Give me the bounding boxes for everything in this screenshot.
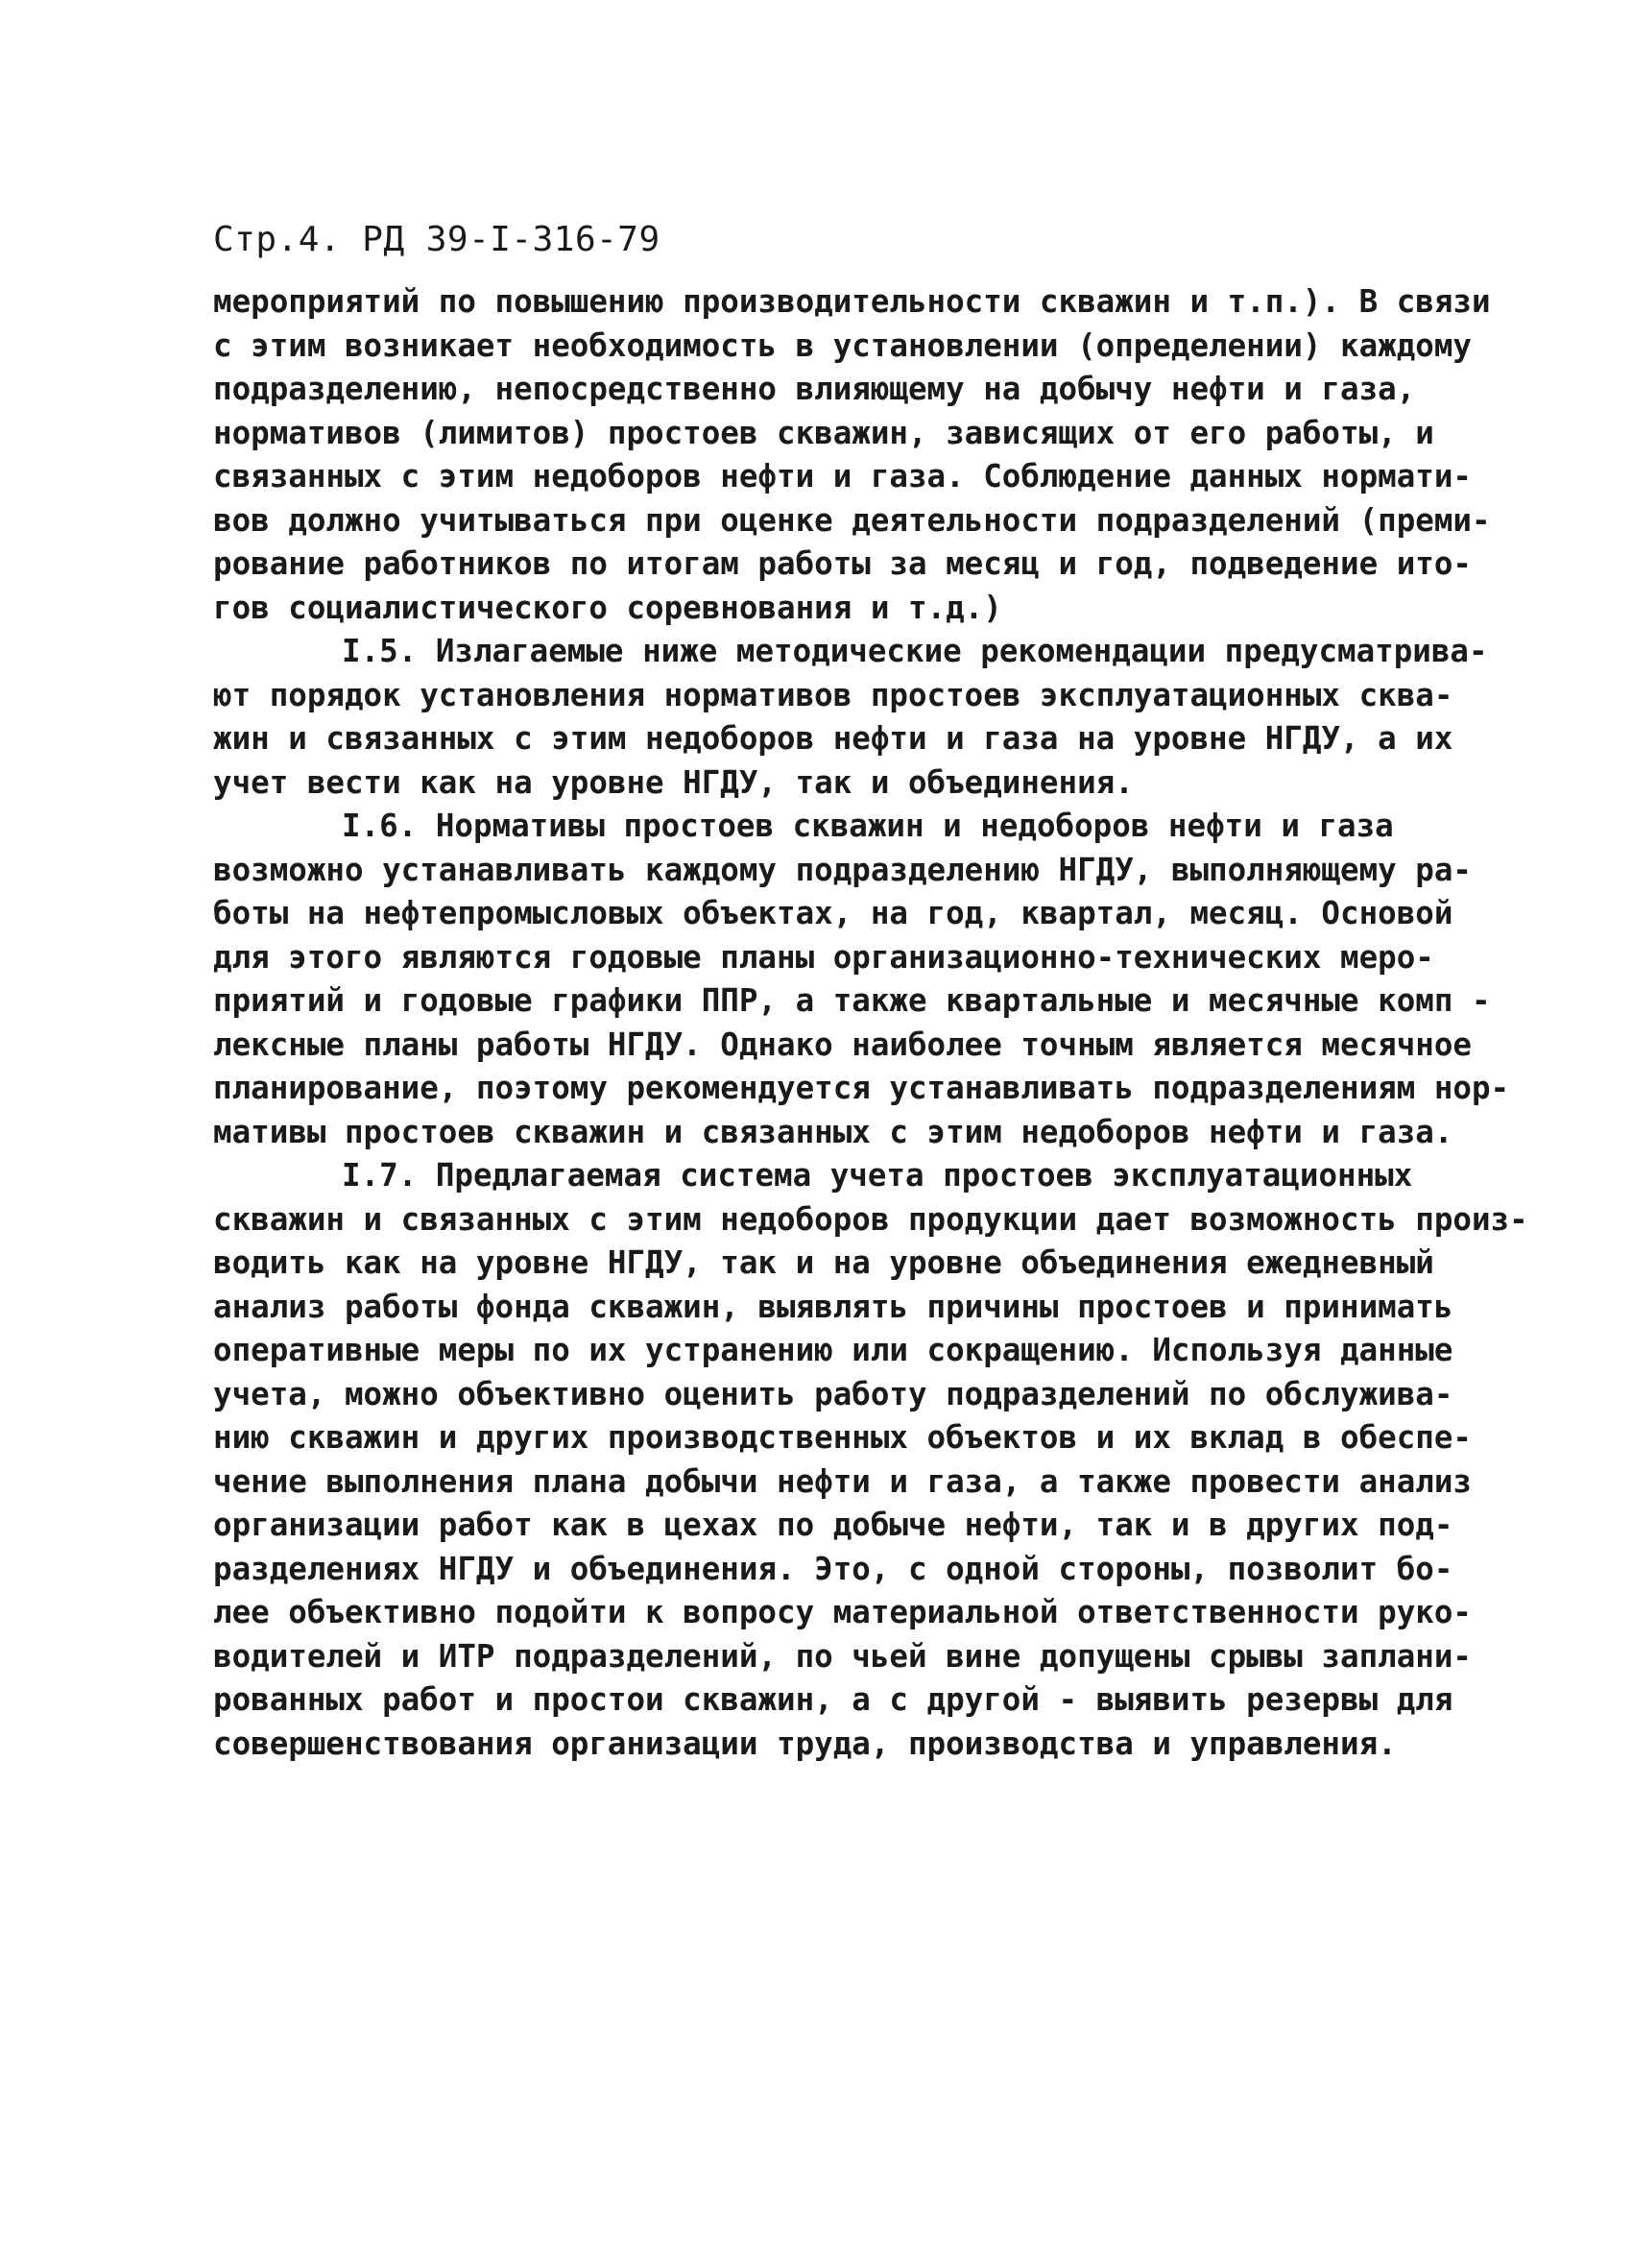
text-line: приятий и годовые графики ППР, а также квартальные и месячные комп -	[213, 982, 1491, 1019]
text-line: учета, можно объективно оценить работу подразделений по обслужива-	[213, 1375, 1453, 1412]
text-line: мероприятий по повышению производительности скважин и т.п.). В связи	[213, 283, 1491, 320]
text-line: вов должно учитываться при оценке деятельности подразделений (преми-	[213, 501, 1491, 539]
text-line: совершенствования организации труда, производства и управления.	[213, 1725, 1397, 1762]
text-line: подразделению, непосредственно влияющему на добычу нефти и газа,	[213, 371, 1416, 407]
text-line: анализ работы фонда скважин, выявлять причины простоев и принимать	[213, 1288, 1453, 1325]
text-line: учет вести как на уровне НГДУ, так и объединения.	[213, 763, 1134, 801]
paragraph-start-line: I.6. Нормативы простоев скважин и недоборов нефти и газа	[342, 808, 1394, 844]
text-line: возможно устанавливать каждому подразделению НГДУ, выполняющему ра-	[213, 851, 1472, 888]
page-header: Стр.4. РД 39-I-316-79	[213, 220, 660, 259]
text-line: гов социалистического соревнования и т.д.)	[213, 589, 1002, 626]
text-line: рованных работ и простои скважин, а с другой - выявить резервы для	[213, 1681, 1453, 1718]
text-line: водителей и ИТР подразделений, по чьей вине допущены срывы заплани-	[213, 1637, 1472, 1675]
paragraph-start-line: I.7. Предлагаемая система учета простоев эксплуатационных	[342, 1157, 1413, 1194]
text-line: ют порядок установления нормативов простоев эксплуатационных сква-	[213, 676, 1453, 713]
text-line: с этим возникает необходимость в установлении (определении) каждому	[213, 326, 1472, 364]
text-line: жин и связанных с этим недоборов нефти и газа на уровне НГДУ, а их	[213, 720, 1453, 757]
text-line: чение выполнения плана добычи нефти и газа, а также провести анализ	[213, 1462, 1472, 1500]
body-text	[213, 280, 1528, 1766]
text-line: скважин и связанных с этим недоборов продукции дает возможность произ-	[213, 1200, 1528, 1238]
text-line: рование работников по итогам работы за месяц и год, подведение ито-	[213, 545, 1472, 582]
text-line: нию скважин и других производственных объектов и их вклад в обеспе-	[213, 1419, 1472, 1456]
text-line: лее объективно подойти к вопросу материальной ответственности руко-	[213, 1594, 1472, 1630]
text-line: мативы простоев скважин и связанных с этим недоборов нефти и газа.	[213, 1113, 1453, 1150]
text-line: оперативные меры по их устранению или сокращению. Используя данные	[213, 1332, 1453, 1368]
text-line: связанных с этим недоборов нефти и газа. Соблюдение данных нормати-	[213, 458, 1472, 495]
text-line: лексные планы работы НГДУ. Однако наиболее точным является месячное	[213, 1025, 1472, 1063]
text-line: для этого являются годовые планы организационно-технических меро-	[213, 938, 1434, 976]
text-line: разделениях НГДУ и объединения. Это, с одной стороны, позволит бо-	[213, 1550, 1453, 1587]
paragraph-start-line: I.5. Излагаемые ниже методические рекомендации предусматрива-	[342, 633, 1488, 669]
text-line: планирование, поэтому рекомендуется устанавливать подразделениям нор-	[213, 1070, 1510, 1106]
text-line: организации работ как в цехах по добыче нефти, так и в других под-	[213, 1507, 1453, 1543]
text-line: нормативов (лимитов) простоев скважин, зависящих от его работы, и	[213, 414, 1434, 451]
text-line: водить как на уровне НГДУ, так и на уровне объединения ежедневный	[213, 1244, 1434, 1281]
text-line: боты на нефтепромысловых объектах, на год, квартал, месяц. Основой	[213, 895, 1453, 931]
